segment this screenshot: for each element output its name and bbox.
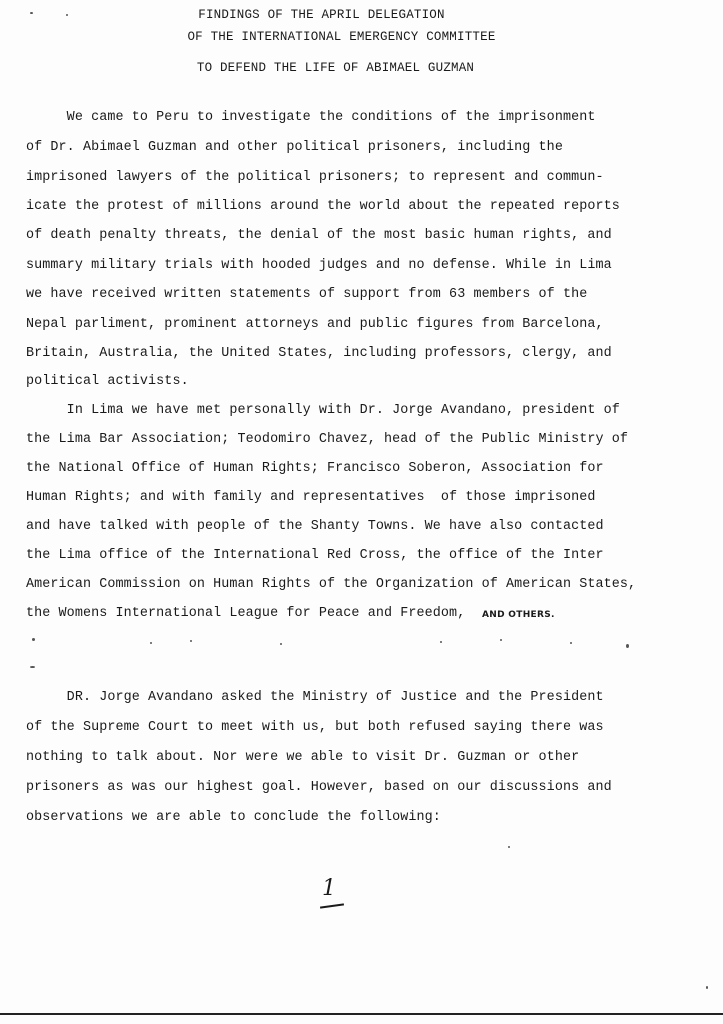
paragraph-1-line-1: We came to Peru to investigate the conditions of the imprisonment <box>26 110 596 125</box>
paragraph-3-line-1: DR. Jorge Avandano asked the Ministry of Justice and the President <box>26 690 604 705</box>
paragraph-2-line-5: and have talked with people of the Shanty Towns. We have also contacted <box>26 519 604 534</box>
speck <box>30 666 35 668</box>
title-line-1: FINDINGS OF THE APRIL DELEGATION <box>198 8 445 22</box>
paragraph-1-line-2: of Dr. Abimael Guzman and other political prisoners, including the <box>26 140 563 155</box>
paragraph-2-line-7: American Commission on Human Rights of the Organization of American States, <box>26 577 637 592</box>
paragraph-2-line-1: In Lima we have met personally with Dr. Jorge Avandano, president of <box>26 403 620 418</box>
speck <box>66 14 68 16</box>
page-bottom-edge <box>0 1013 723 1015</box>
speck <box>508 846 510 848</box>
paragraph-3-line-4: prisoners as was our highest goal. However, based on our discussions and <box>26 780 612 795</box>
paragraph-1-line-9: Britain, Australia, the United States, including professors, clergy, and <box>26 346 612 361</box>
title-line-2: OF THE INTERNATIONAL EMERGENCY COMMITTEE <box>187 30 496 44</box>
paragraph-1-line-6: summary military trials with hooded judges and no defense. While in Lima <box>26 258 612 273</box>
speck <box>30 12 33 14</box>
paragraph-1-line-10: political activists. <box>26 374 189 389</box>
handwritten-insert: AND OTHERS. <box>482 610 555 620</box>
paragraph-1-line-8: Nepal parliment, prominent attorneys and public figures from Barcelona, <box>26 317 604 332</box>
paragraph-2-line-4: Human Rights; and with family and representatives of those imprisoned <box>26 490 596 505</box>
paragraph-1-line-5: of death penalty threats, the denial of the most basic human rights, and <box>26 228 612 243</box>
paragraph-2-line-3: the National Office of Human Rights; Francisco Soberon, Association for <box>26 461 604 476</box>
paragraph-2-line-2: the Lima Bar Association; Teodomiro Chavez, head of the Public Ministry of <box>26 432 629 447</box>
paragraph-1-line-7: we have received written statements of support from 63 members of the <box>26 287 588 302</box>
paragraph-3-line-3: nothing to talk about. Nor were we able to visit Dr. Guzman or other <box>26 750 580 765</box>
paragraph-2-line-8: the Womens International League for Peace and Freedom, <box>26 606 474 621</box>
paragraph-2-line-6: the Lima office of the International Red Cross, the office of the Inter <box>26 548 604 563</box>
speck <box>706 986 708 989</box>
page-number-underline <box>320 903 344 908</box>
paragraph-3-line-5: observations we are able to conclude the following: <box>26 810 441 825</box>
page-number: 1 <box>322 876 336 901</box>
paragraph-1-line-3: imprisoned lawyers of the political prisoners; to represent and commun- <box>26 170 604 185</box>
paragraph-1-line-4: icate the protest of millions around the world about the repeated reports <box>26 199 620 214</box>
title-line-3: TO DEFEND THE LIFE OF ABIMAEL GUZMAN <box>196 61 475 75</box>
paragraph-3-line-2: of the Supreme Court to meet with us, but both refused saying there was <box>26 720 604 735</box>
erased-text-row <box>30 634 690 654</box>
